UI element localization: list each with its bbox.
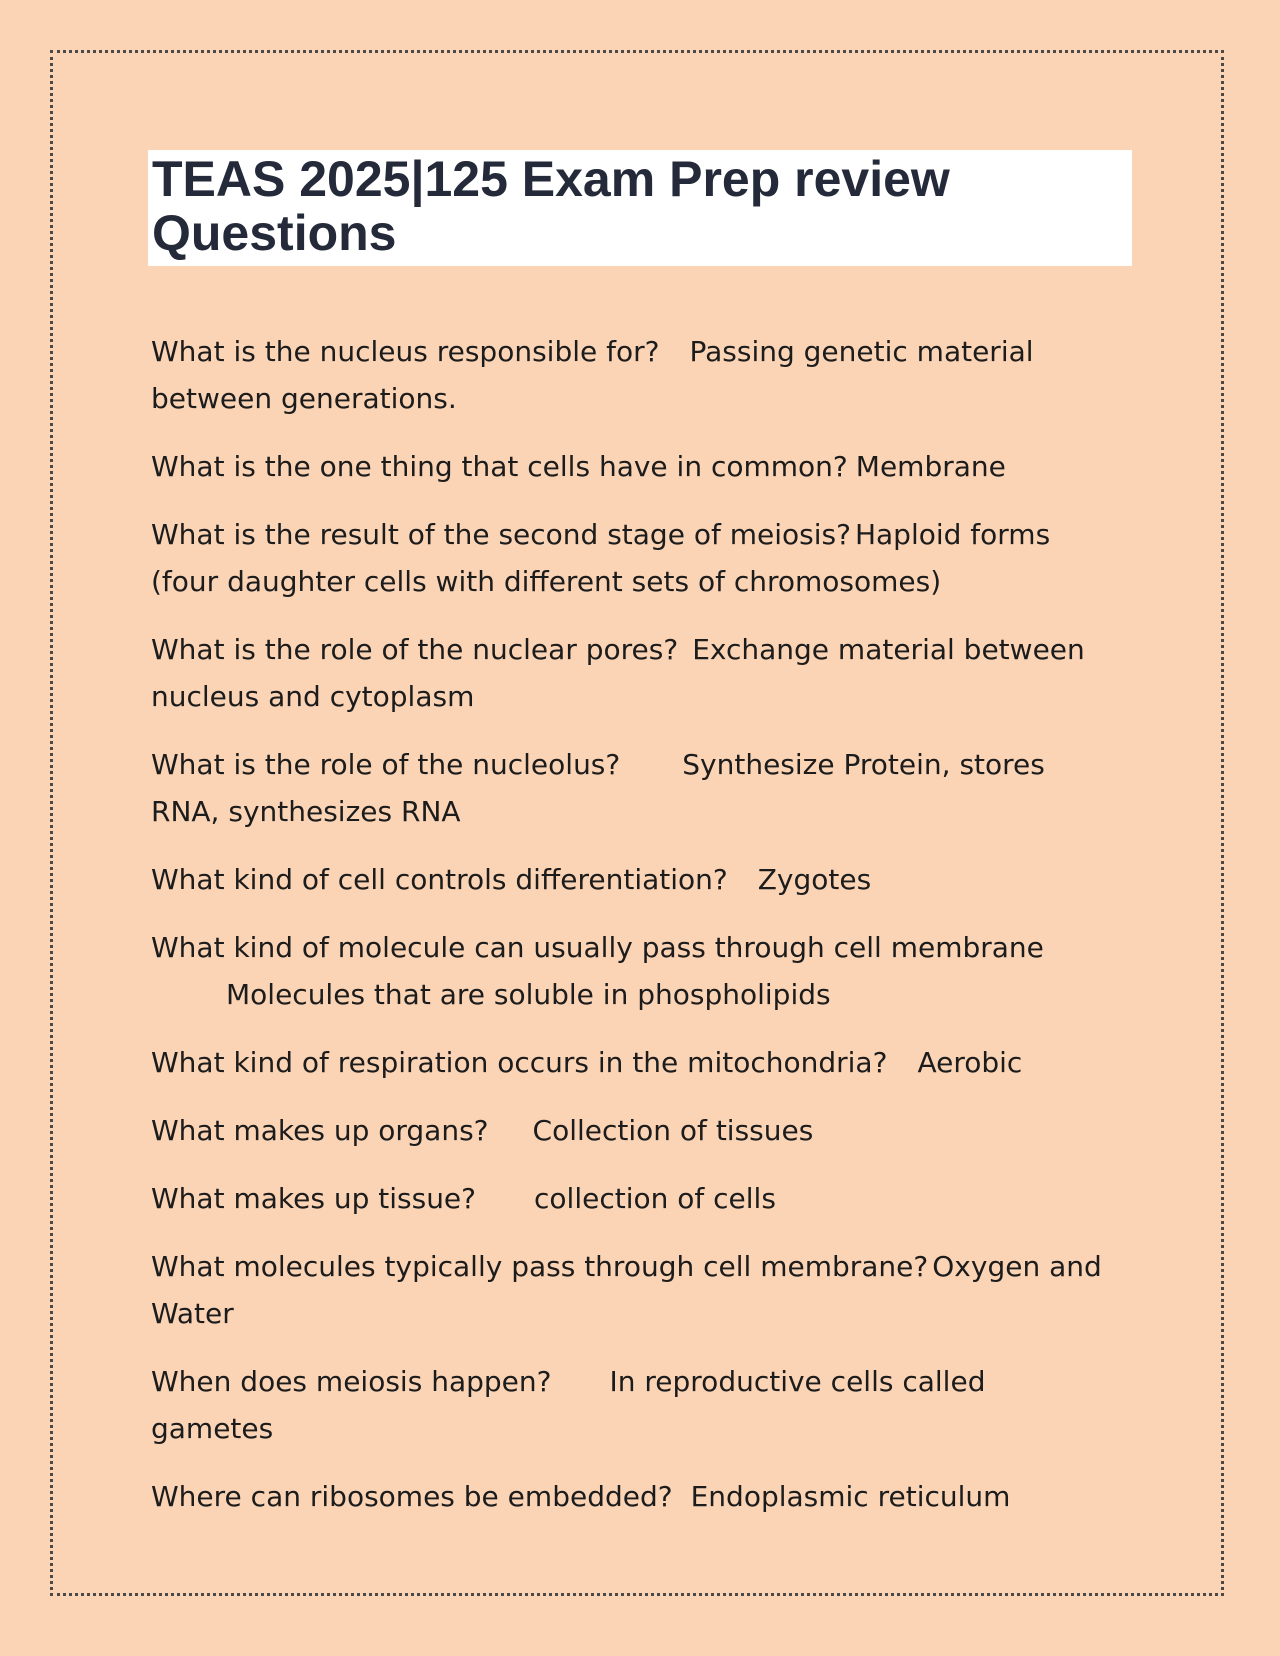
question-text: What makes up tissue? <box>151 1182 477 1215</box>
answer-text: Haploid forms (four daughter cells with different sets of chromosomes) <box>151 518 1051 598</box>
answer-text: In reproductive cells called gametes <box>151 1365 986 1445</box>
question-text: When does meiosis happen? <box>151 1365 552 1398</box>
question-text: What makes up organs? <box>151 1114 489 1147</box>
answer-text: Collection of tissues <box>532 1114 814 1147</box>
qa-item <box>151 1107 1111 1154</box>
answer-text: Zygotes <box>757 863 872 896</box>
qa-item <box>151 443 1111 490</box>
document-title: TEAS 2025|125 Exam Prep review Questions <box>152 151 950 261</box>
question-text: What is the role of the nuclear pores? <box>151 633 679 666</box>
qa-list <box>151 328 1111 1541</box>
qa-item <box>151 1473 1111 1520</box>
qa-item <box>151 328 1111 422</box>
question-text: What is the result of the second stage of meiosis? <box>151 518 851 551</box>
qa-item <box>151 924 1111 1018</box>
answer-text: Oxygen and Water <box>151 1250 1102 1330</box>
title-box <box>148 150 1132 266</box>
answer-text: Aerobic <box>917 1046 1023 1079</box>
answer-text: Membrane <box>855 450 1006 483</box>
question-text: What is the one thing that cells have in common? <box>151 450 848 483</box>
qa-item <box>151 741 1111 835</box>
qa-item <box>151 1039 1111 1086</box>
answer-text: collection of cells <box>534 1182 776 1215</box>
answer-text: Molecules that are soluble in phospholipids <box>226 978 831 1011</box>
question-text: What kind of cell controls differentiation? <box>151 863 728 896</box>
answer-text: Passing genetic material between generations. <box>151 335 1034 415</box>
qa-item <box>151 511 1111 605</box>
qa-item <box>151 1358 1111 1452</box>
qa-item <box>151 1175 1111 1222</box>
question-text: What kind of molecule can usually pass through cell membrane <box>151 931 1044 964</box>
qa-item <box>151 856 1111 903</box>
qa-item <box>151 1243 1111 1337</box>
qa-item <box>151 626 1111 720</box>
question-text: What is the nucleus responsible for? <box>151 335 660 368</box>
question-text: Where can ribosomes be embedded? <box>151 1480 673 1513</box>
answer-text: Endoplasmic reticulum <box>690 1480 1011 1513</box>
answer-text: Exchange material between nucleus and cytoplasm <box>151 633 1085 713</box>
answer-text: Synthesize Protein, stores RNA, synthesizes RNA <box>151 748 1045 828</box>
question-text: What is the role of the nucleolus? <box>151 748 621 781</box>
question-text: What molecules typically pass through cell membrane? <box>151 1250 929 1283</box>
question-text: What kind of respiration occurs in the mitochondria? <box>151 1046 888 1079</box>
